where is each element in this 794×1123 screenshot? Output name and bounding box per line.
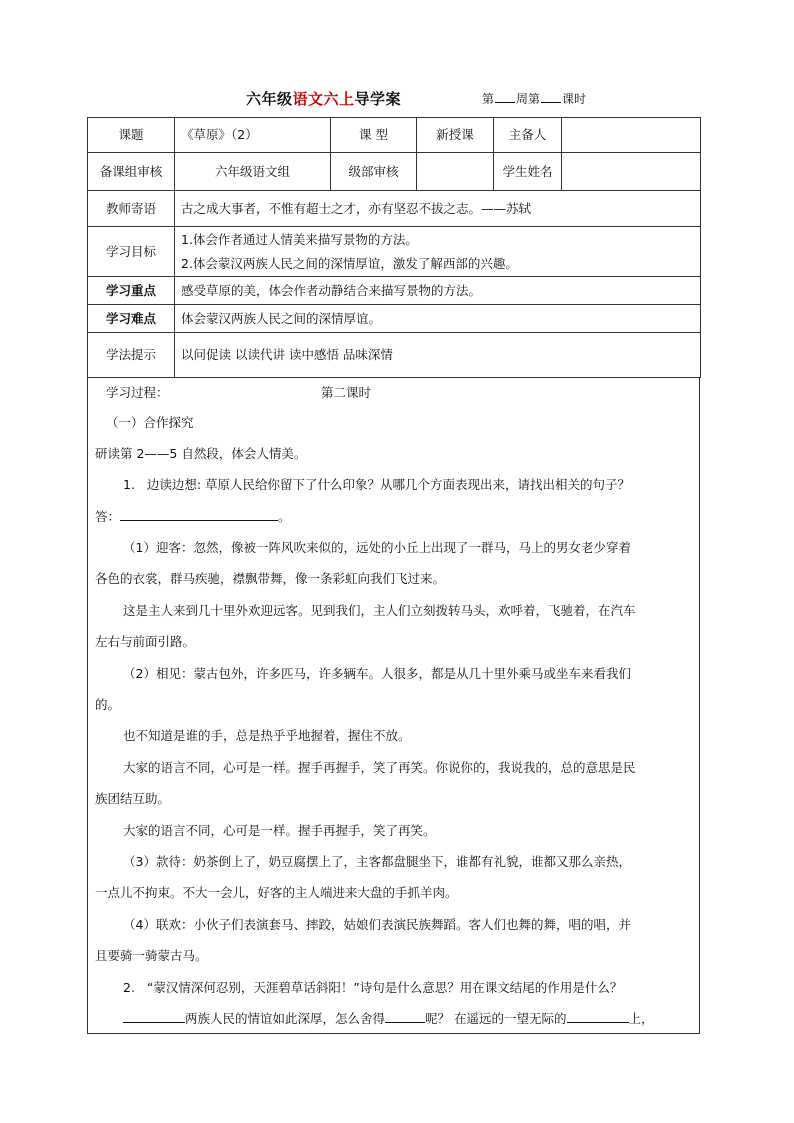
title-suffix: 导学案 xyxy=(354,90,402,108)
question-1 xyxy=(123,476,630,494)
paragraph: 各色的衣裳，群马疾驰，襟飘带舞，像一条彩虹向我们飞过来。 xyxy=(95,571,446,586)
answer-end: 。 xyxy=(278,509,291,524)
paragraph: 大家的语言不同，心可是一样。握手再握手，笑了再笑。你说你的，我说我的，总的意思是民 xyxy=(123,760,636,775)
table-row xyxy=(88,191,701,227)
paragraph: 左右与前面引路。 xyxy=(95,634,196,649)
question-2 xyxy=(123,979,622,997)
fill-text: 上， xyxy=(628,1011,654,1026)
lesson-number: 第二课时 xyxy=(321,385,372,400)
fill-blank[interactable] xyxy=(123,1010,185,1023)
week-text-c: 课时 xyxy=(562,92,587,106)
message-label: 教师寄语 xyxy=(88,191,175,227)
table-row xyxy=(88,277,701,305)
paragraph: （3）款待：奶茶倒上了，奶豆腐摆上了，主客都盘腿坐下，谁都有礼貌，谁都又那么亲热， xyxy=(123,854,631,869)
paragraph: 大家的语言不同，心可是一样。握手再握手，笑了再笑。 xyxy=(123,823,436,838)
paragraph: （2）相见：蒙古包外，许多匹马，许多辆车。人很多，都是从几十里外乘马或坐车来看我们 xyxy=(123,666,631,681)
table-row xyxy=(88,305,701,333)
group-value: 六年级语文组 xyxy=(175,153,331,191)
info-table xyxy=(87,117,701,378)
method-label: 学法提示 xyxy=(88,333,175,378)
week-text-b: 周第 xyxy=(516,92,541,106)
type-label: 课 型 xyxy=(331,118,417,153)
week-text-a: 第 xyxy=(482,92,495,106)
page-title xyxy=(246,88,401,109)
fill-in-line xyxy=(123,1010,654,1028)
paragraph: 的。 xyxy=(95,697,121,712)
type-value: 新授课 xyxy=(417,118,494,153)
focus-label: 学习重点 xyxy=(88,277,175,305)
fill-text: 呢？ 在遥远的一望无际的 xyxy=(425,1011,567,1026)
paragraph: （1）迎客：忽然，像被一阵风吹来似的，远处的小丘上出现了一群马，马上的男女老少穿着 xyxy=(123,540,631,555)
topic-value: 《草原》（2） xyxy=(175,118,331,153)
week-blank[interactable] xyxy=(495,91,515,103)
table-row xyxy=(88,153,701,191)
message-value: 古之成大事者，不惟有超士之才，亦有坚忍不拔之志。——苏轼 xyxy=(175,191,701,227)
paragraph: 也不知道是谁的手，总是热乎乎地握着，握住不放。 xyxy=(123,728,411,743)
dept-value[interactable] xyxy=(417,153,494,191)
section-intro: 研读第 2——5 自然段，体会人情美。 xyxy=(95,446,307,461)
section-heading: （一）合作探究 xyxy=(106,415,194,430)
difficulty-value: 体会蒙汉两族人民之间的深情厚谊。 xyxy=(175,305,701,333)
header xyxy=(0,88,794,110)
student-label: 学生姓名 xyxy=(494,153,562,191)
process-label: 学习过程： xyxy=(106,385,169,400)
student-name-field[interactable] xyxy=(562,153,701,191)
focus-value: 感受草原的美，体会作者动静结合来描写景物的方法。 xyxy=(175,277,701,305)
method-value: 以问促读 以读代讲 读中感悟 品味深情 xyxy=(175,333,701,378)
paragraph: 一点儿不拘束。不大一会儿，好客的主人端进来大盘的手抓羊肉。 xyxy=(95,885,458,900)
dept-label: 级部审核 xyxy=(331,153,417,191)
title-grade: 六年级 xyxy=(246,90,293,108)
goal-item: 1.体会作者通过人情美来描写景物的方法。 xyxy=(181,231,418,247)
difficulty-label: 学习难点 xyxy=(88,305,175,333)
question-text: “蒙汉情深何忍别，天涯碧草话斜阳！”诗句是什么意思？用在课文结尾的作用是什么？ xyxy=(146,980,623,995)
week-lesson-field xyxy=(482,90,586,107)
table-row xyxy=(88,118,701,153)
paragraph: （4）联欢：小伙子们表演套马、摔跤，姑娘们表演民族舞蹈。客人们也舞的舞，唱的唱，并 xyxy=(123,917,631,932)
question-number: 1. xyxy=(123,477,135,492)
preparer-value[interactable] xyxy=(562,118,701,153)
question-text: 边读边想: 草原人民给你留下了什么印象？从哪几个方面表现出来，请找出相关的句子？ xyxy=(146,477,631,492)
fill-text: 两族人民的情谊如此深厚，怎么舍得 xyxy=(185,1011,386,1026)
answer-line xyxy=(95,508,291,526)
answer-label: 答： xyxy=(95,509,121,524)
goals-value xyxy=(175,227,701,277)
study-process xyxy=(87,377,700,1034)
group-label: 备课组审核 xyxy=(88,153,175,191)
lesson-blank[interactable] xyxy=(541,91,561,103)
answer-blank[interactable] xyxy=(120,508,278,521)
table-row xyxy=(88,333,701,378)
title-subject: 语文六上 xyxy=(292,90,355,108)
goal-item: 2.体会蒙汉两族人民之间的深情厚谊，激发了解西部的兴趣。 xyxy=(181,255,518,271)
preparer-label: 主备人 xyxy=(494,118,562,153)
paragraph: 这是主人来到几十里外欢迎远客。见到我们，主人们立刻拨转马头，欢呼着，飞驰着，在汽车 xyxy=(123,603,636,618)
fill-blank[interactable] xyxy=(385,1010,425,1023)
question-number: 2. xyxy=(123,980,135,995)
goals-label: 学习目标 xyxy=(88,227,175,277)
paragraph: 且要骑一骑蒙古马。 xyxy=(95,948,208,963)
paragraph: 族团结互助。 xyxy=(95,791,171,806)
topic-label: 课题 xyxy=(88,118,175,153)
table-row xyxy=(88,227,701,277)
fill-blank[interactable] xyxy=(567,1010,629,1023)
